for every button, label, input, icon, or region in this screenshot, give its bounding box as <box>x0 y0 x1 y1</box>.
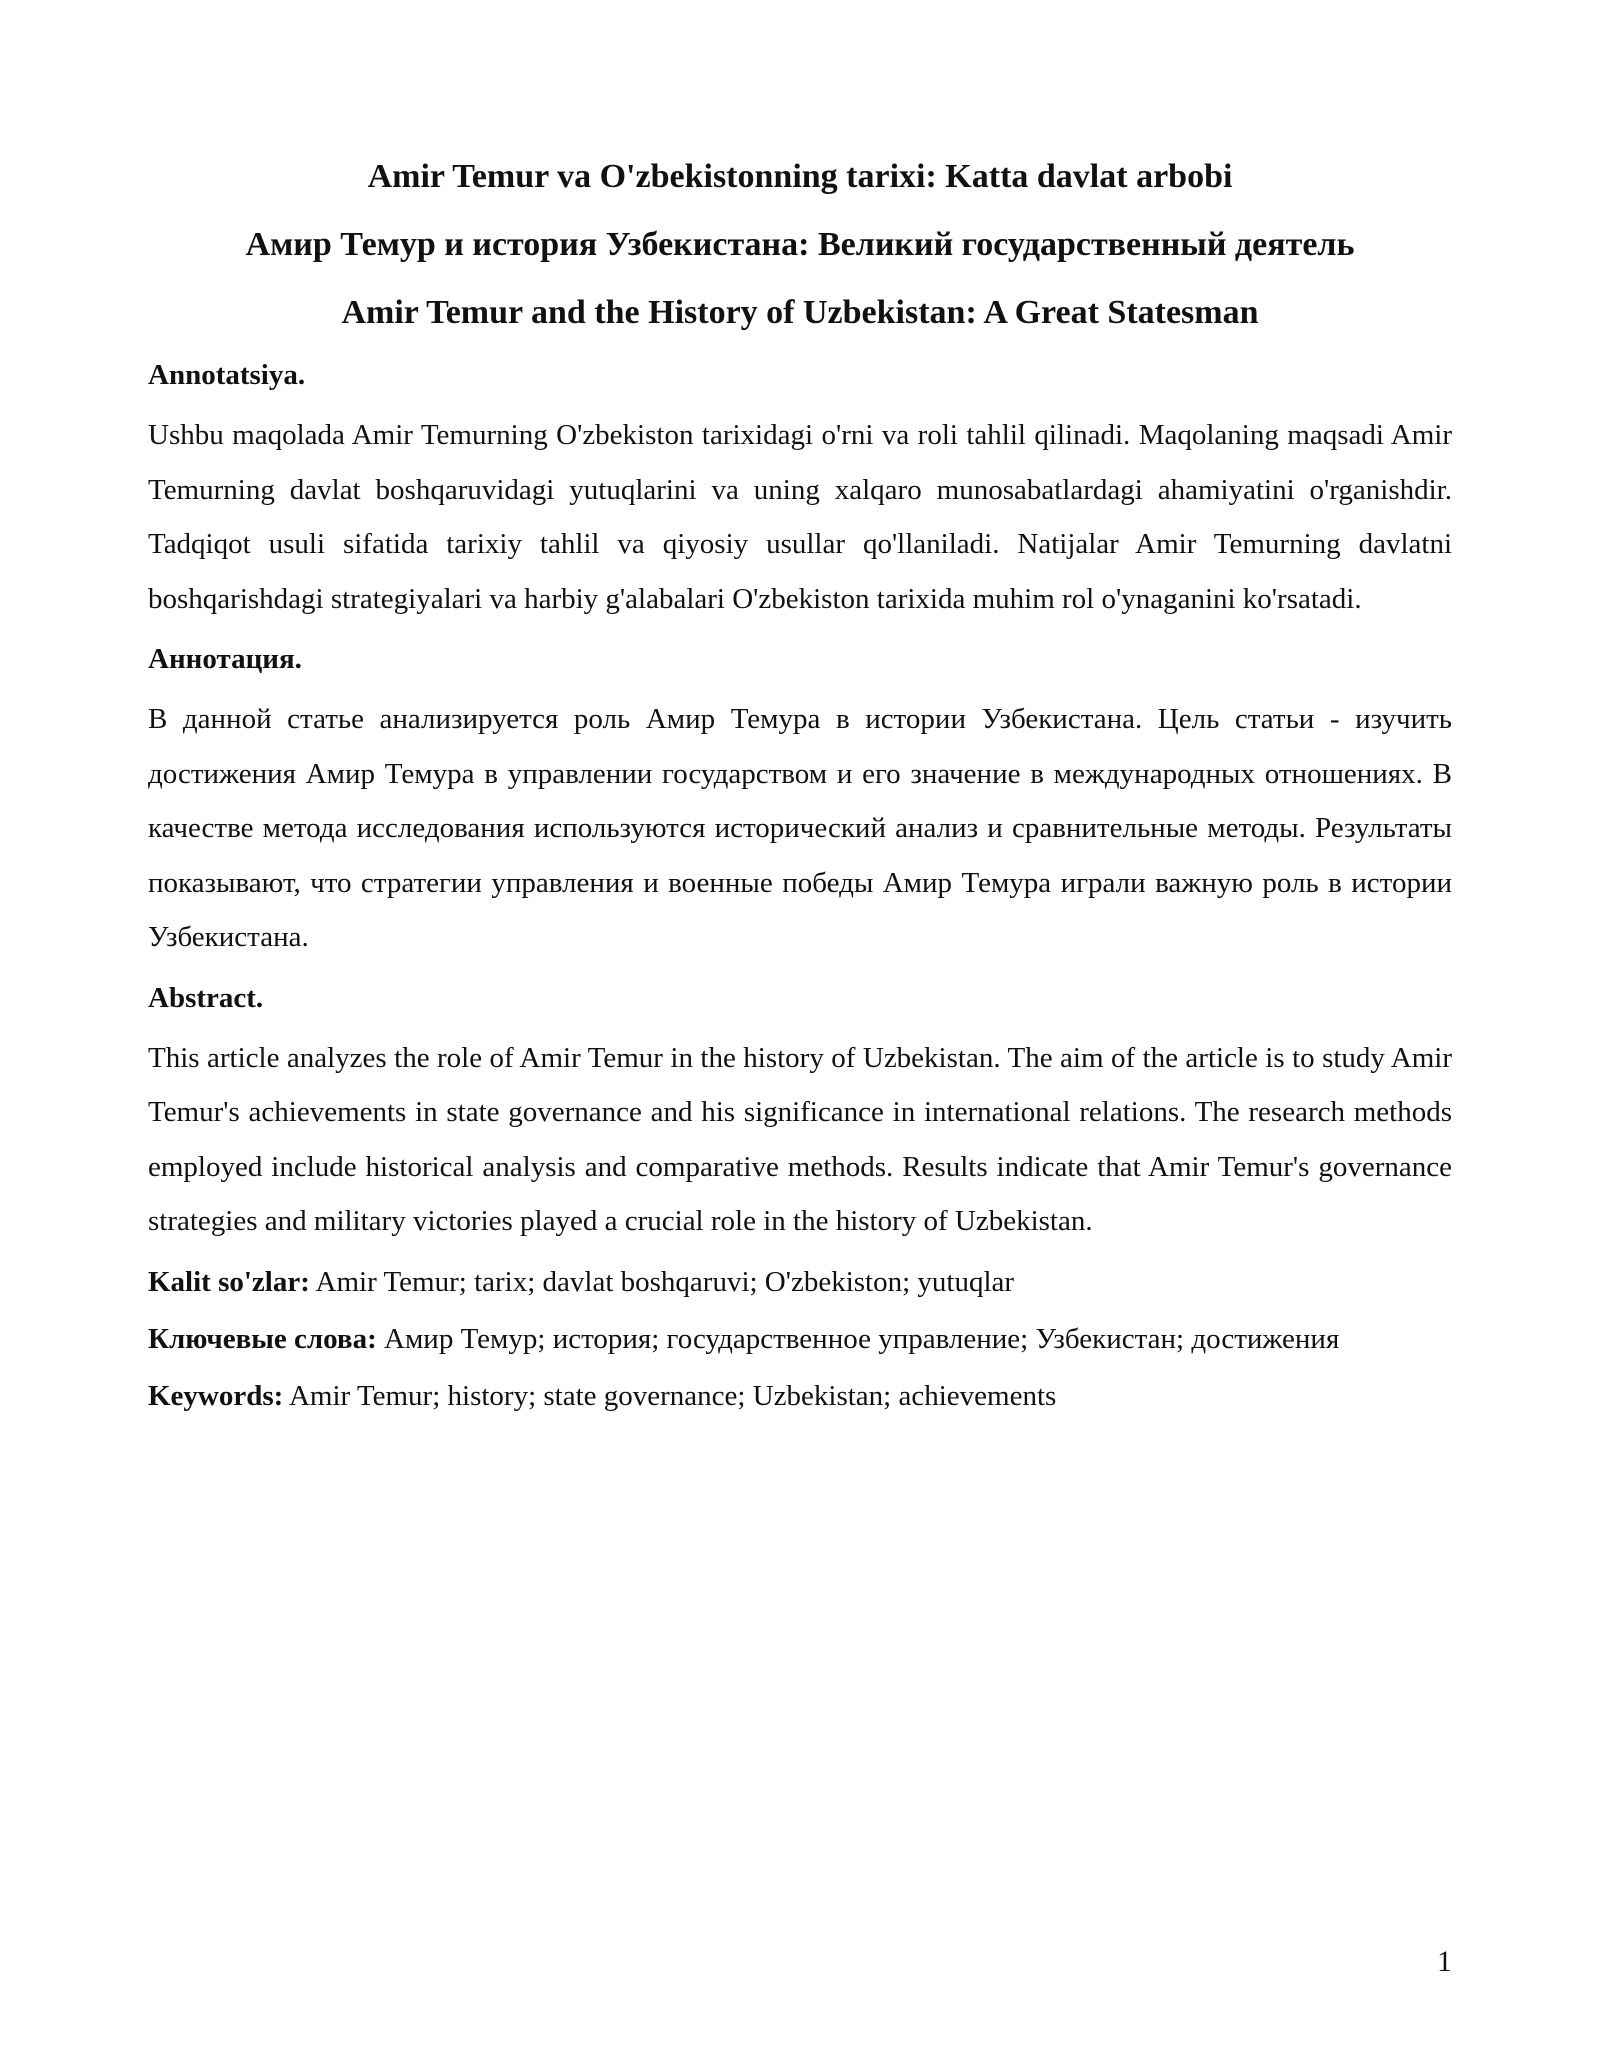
page-number: 1 <box>1437 1945 1452 1978</box>
title-english: Amir Temur and the History of Uzbekistan: A Great Statesman <box>341 294 1259 331</box>
keywords-label-russian: Ключевые слова: <box>148 1322 377 1355</box>
abstract-section-english <box>148 976 1452 1249</box>
document-body <box>148 353 1452 1431</box>
keywords-value-uzbek: Amir Temur; tarix; davlat boshqaruvi; O'zbekiston; yutuqlar <box>315 1265 1015 1298</box>
abstract-text-uzbek: Ushbu maqolada Amir Temurning O'zbekiston tarixidagi o'rni va roli tahlil qilinadi. Maqolaning maqsadi Amir Temurning davlat boshqaruvidagi yutuqlarini va uning xalqaro munosabatlardagi ahamiyatini o'rganishdir. Tadqiqot usuli sifatida tarixiy tahlil va qiyosiy usullar qo'llaniladi. Natijalar Amir Temurning davlatni boshqarishdagi strategiyalari va harbiy g'alabalari O'zbekiston tarixida muhim rol o'ynaganini ko'rsatadi. <box>148 419 1452 615</box>
title-russian: Амир Темур и история Узбекистана: Великий государственный деятель <box>245 226 1355 263</box>
keywords-value-russian: Амир Темур; история; государственное управление; Узбекистан; достижения <box>384 1322 1340 1355</box>
keywords-english <box>148 1374 1452 1418</box>
keywords-uzbek <box>148 1260 1452 1304</box>
keywords-value-english: Amir Temur; history; state governance; Uzbekistan; achievements <box>288 1379 1057 1412</box>
abstract-text-russian: В данной статье анализируется роль Амир Темура в истории Узбекистана. Цель статьи - изучить достижения Амир Темура в управлении государством и его значение в международных отношениях. В качестве метода исследования используются исторический анализ и сравнительные методы. Результаты показывают, что стратегии управления и военные победы Амир Темура играли важную роль в истории Узбекистана. <box>148 703 1452 953</box>
keywords-label-english: Keywords: <box>148 1379 284 1412</box>
abstract-section-russian <box>148 637 1452 965</box>
abstract-heading-english: Abstract. <box>148 981 264 1014</box>
abstract-heading-uzbek: Annotatsiya. <box>148 359 306 391</box>
title-uzbek: Amir Temur va O'zbekistonning tarixi: Katta davlat arbobi <box>367 158 1233 195</box>
keywords-label-uzbek: Kalit so'zlar: <box>148 1265 310 1298</box>
keywords-russian <box>148 1317 1452 1361</box>
abstract-section-uzbek <box>148 353 1452 626</box>
title-block <box>148 143 1452 347</box>
abstract-text-english: This article analyzes the role of Amir Temur in the history of Uzbekistan. The aim of the article is to study Amir Temur's achievements in state governance and his significance in international relations. The research methods employed include historical analysis and comparative methods. Results indicate that Amir Temur's governance strategies and military victories played a crucial role in the history of Uzbekistan. <box>148 1041 1452 1237</box>
keywords-block <box>148 1260 1452 1418</box>
abstract-heading-russian: Аннотация. <box>148 643 302 675</box>
